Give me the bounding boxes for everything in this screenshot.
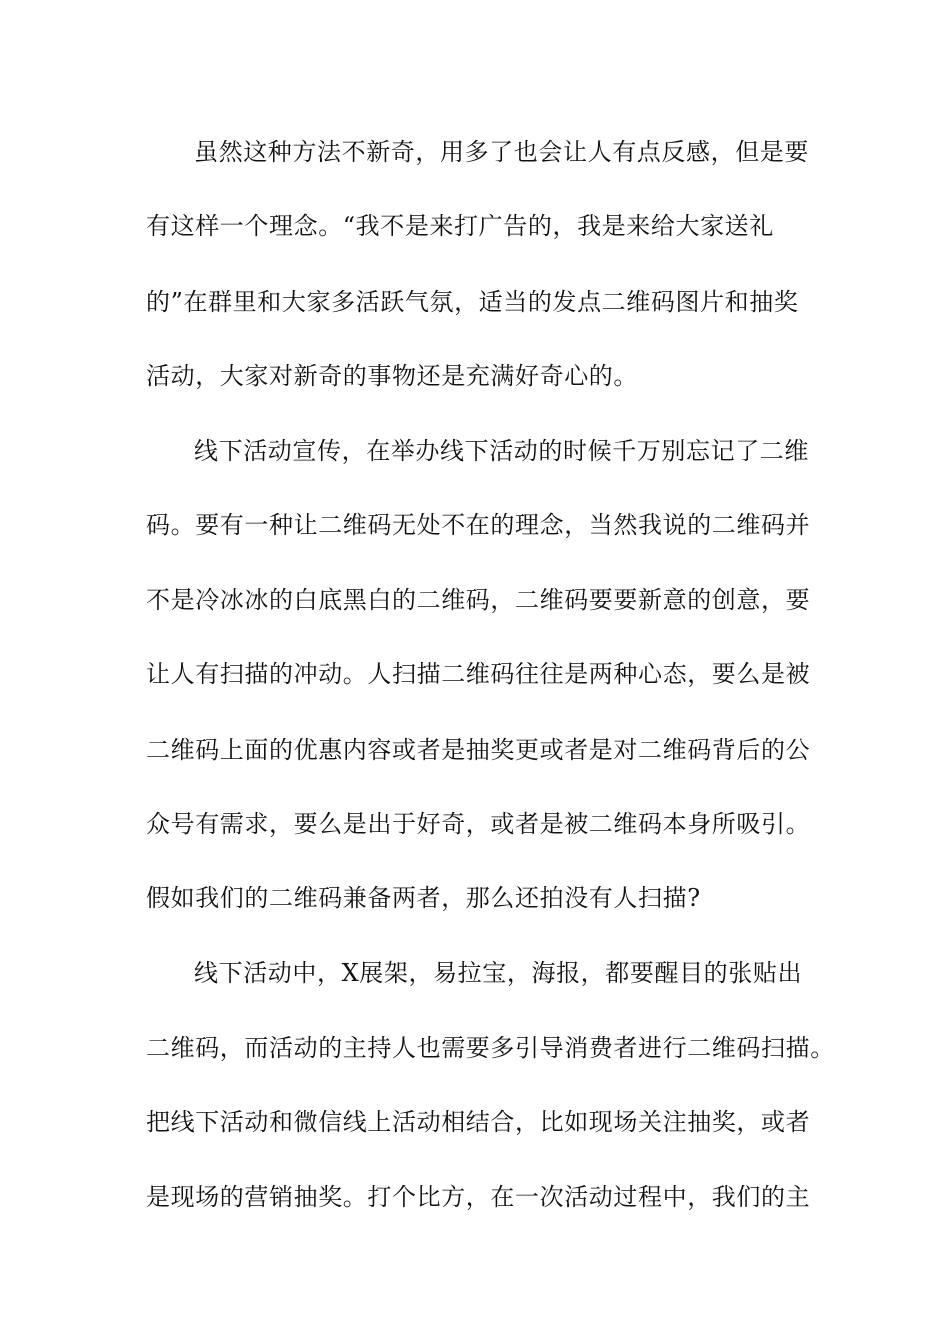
paragraph-3-line-3: 把线下活动和微信线上活动相结合，比如现场关注抽奖，或者 [146, 1108, 811, 1136]
paragraph-3-line-4: 是现场的营销抽奖。打个比方，在一次活动过程中，我们的主 [146, 1183, 811, 1211]
paragraph-2-line-6: 众号有需求，要么是出于好奇，或者是被二维码本身所吸引。 [146, 810, 811, 838]
paragraph-3-line-1: 线下活动中，X展架，易拉宝，海报，都要醒目的张贴出 [194, 959, 803, 987]
paragraph-1-line-4: 活动，大家对新奇的事物还是充满好奇心的。 [146, 362, 638, 390]
paragraph-2-line-3: 不是冷冰冰的白底黑白的二维码，二维码要要新意的创意，要 [146, 586, 811, 614]
paragraph-2-line-2: 码。要有一种让二维码无处不在的理念，当然我说的二维码并 [146, 511, 811, 539]
paragraph-1-line-2: 有这样一个理念。“我不是来打广告的，我是来给大家送礼 [146, 212, 774, 240]
paragraph-3-line-2: 二维码，而活动的主持人也需要多引导消费者进行二维码扫描。 [146, 1034, 835, 1062]
paragraph-1-line-3: 的”在群里和大家多活跃气氛，适当的发点二维码图片和抽奖 [146, 288, 799, 316]
paragraph-1-line-1: 虽然这种方法不新奇，用多了也会让人有点反感，但是要 [194, 138, 809, 166]
paragraph-2-line-7: 假如我们的二维码兼备两者，那么还拍没有人扫描? [146, 884, 701, 912]
paragraph-2-line-4: 让人有扫描的冲动。人扫描二维码往往是两种心态，要么是被 [146, 660, 811, 688]
paragraph-2-line-5: 二维码上面的优惠内容或者是抽奖更或者是对二维码背后的公 [146, 736, 811, 764]
paragraph-2-line-1: 线下活动宣传，在举办线下活动的时候千万别忘记了二维 [194, 437, 809, 465]
